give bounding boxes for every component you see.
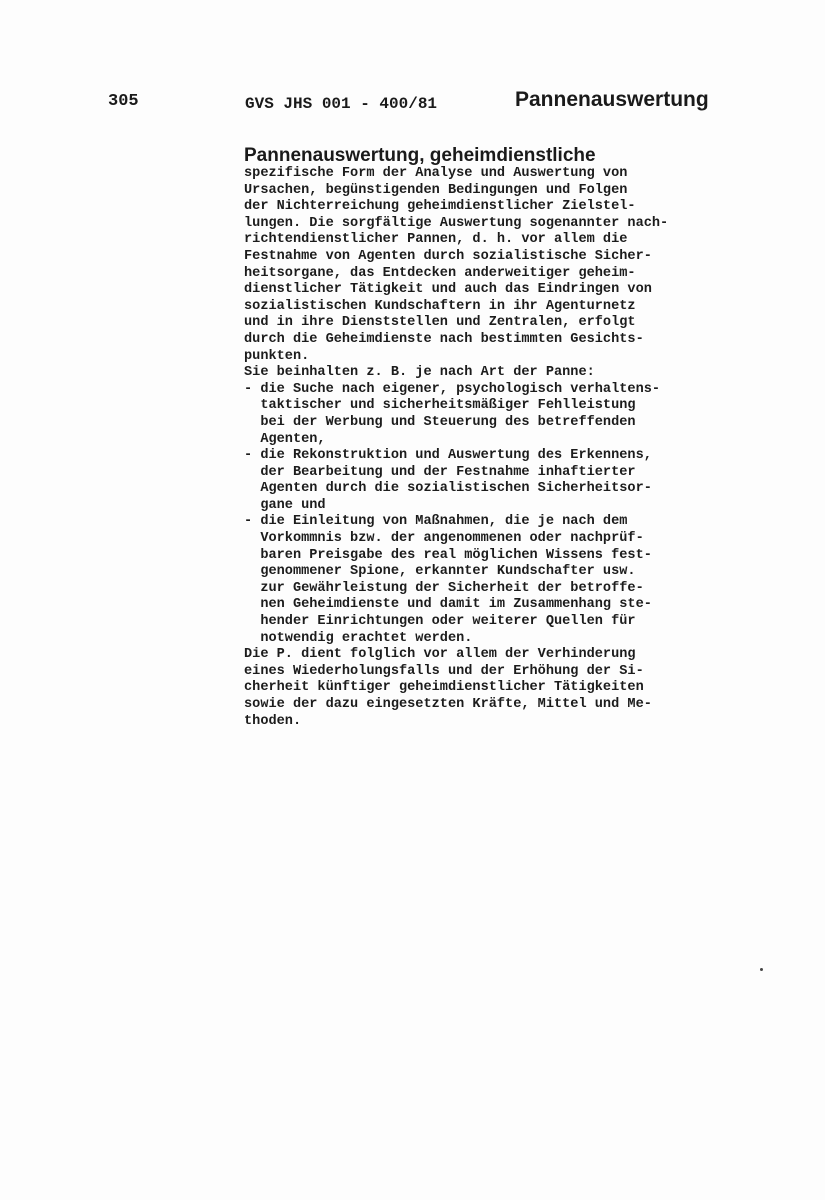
list-item-line: baren Preisgabe des real möglichen Wissens fest- <box>244 547 652 563</box>
list-item-line: nen Geheimdienste und damit im Zusammenhang ste- <box>244 597 652 613</box>
list-item-line: Agenten, <box>244 431 326 447</box>
body-line: thoden. <box>244 713 302 729</box>
running-header-title: Pannenauswertung <box>515 88 709 111</box>
body-line: Ursachen, begünstigenden Bedingungen und Folgen <box>244 182 628 198</box>
body-line: der Nichterreichung geheimdienstlicher Zielstel- <box>244 199 636 215</box>
list-item-line: der Bearbeitung und der Festnahme inhaftierter <box>244 464 636 480</box>
page-number: 305 <box>108 92 139 111</box>
body-line: Die P. dient folglich vor allem der Verhinderung <box>244 647 636 663</box>
list-item-line: genommener Spione, erkannter Kundschafter usw. <box>244 564 636 580</box>
body-line: durch die Geheimdienste nach bestimmten Gesichts- <box>244 331 644 347</box>
entry-title: Pannenauswertung, geheimdienstliche <box>244 145 596 166</box>
list-item-line: zur Gewährleistung der Sicherheit der betroffe- <box>244 580 644 596</box>
list-item-line: - die Einleitung von Maßnahmen, die je nach dem <box>244 514 628 530</box>
list-item-line: hender Einrichtungen oder weiterer Quellen für <box>244 614 636 630</box>
list-item-line: - die Rekonstruktion und Auswertung des Erkennens, <box>244 448 652 464</box>
list-item-line: taktischer und sicherheitsmäßiger Fehlleistung <box>244 398 636 414</box>
body-line: cherheit künftiger geheimdienstlicher Tätigkeiten <box>244 680 644 696</box>
body-line: und in ihre Dienststellen und Zentralen, erfolgt <box>244 315 636 331</box>
list-item-line: Vorkommnis bzw. der angenommenen oder nachprüf- <box>244 531 644 547</box>
list-item-line: notwendig erachtet werden. <box>244 630 473 646</box>
body-line: eines Wiederholungsfalls und der Erhöhung der Si- <box>244 663 644 679</box>
entry-body <box>244 166 784 730</box>
body-line: Sie beinhalten z. B. je nach Art der Panne: <box>244 365 595 381</box>
body-line: sowie der dazu eingesetzten Kräfte, Mittel und Me- <box>244 697 652 712</box>
body-line: punkten. <box>244 348 310 364</box>
body-line: lungen. Die sorgfältige Auswertung sogenannter nach- <box>244 215 669 231</box>
body-line: dienstlicher Tätigkeit und auch das Eindringen von <box>244 282 652 298</box>
body-line: sozialistischen Kundschaftern in ihr Agenturnetz <box>244 298 636 314</box>
list-item-line: Agenten durch die sozialistischen Sicherheitsor- <box>244 481 652 497</box>
list-item-line: - die Suche nach eigener, psychologisch verhaltens- <box>244 381 661 397</box>
list-item-line: bei der Werbung und Steuerung des betreffenden <box>244 414 636 430</box>
document-reference: GVS JHS 001 - 400/81 <box>245 95 438 113</box>
list-item-line: gane und <box>244 497 326 513</box>
body-line: Festnahme von Agenten durch sozialistische Sicher- <box>244 248 652 264</box>
body-line: spezifische Form der Analyse und Auswertung von <box>244 166 628 181</box>
body-line: heitsorgane, das Entdecken anderweitiger geheim- <box>244 265 636 281</box>
scan-speck <box>760 968 763 971</box>
body-line: richtendienstlicher Pannen, d. h. vor allem die <box>244 232 628 248</box>
